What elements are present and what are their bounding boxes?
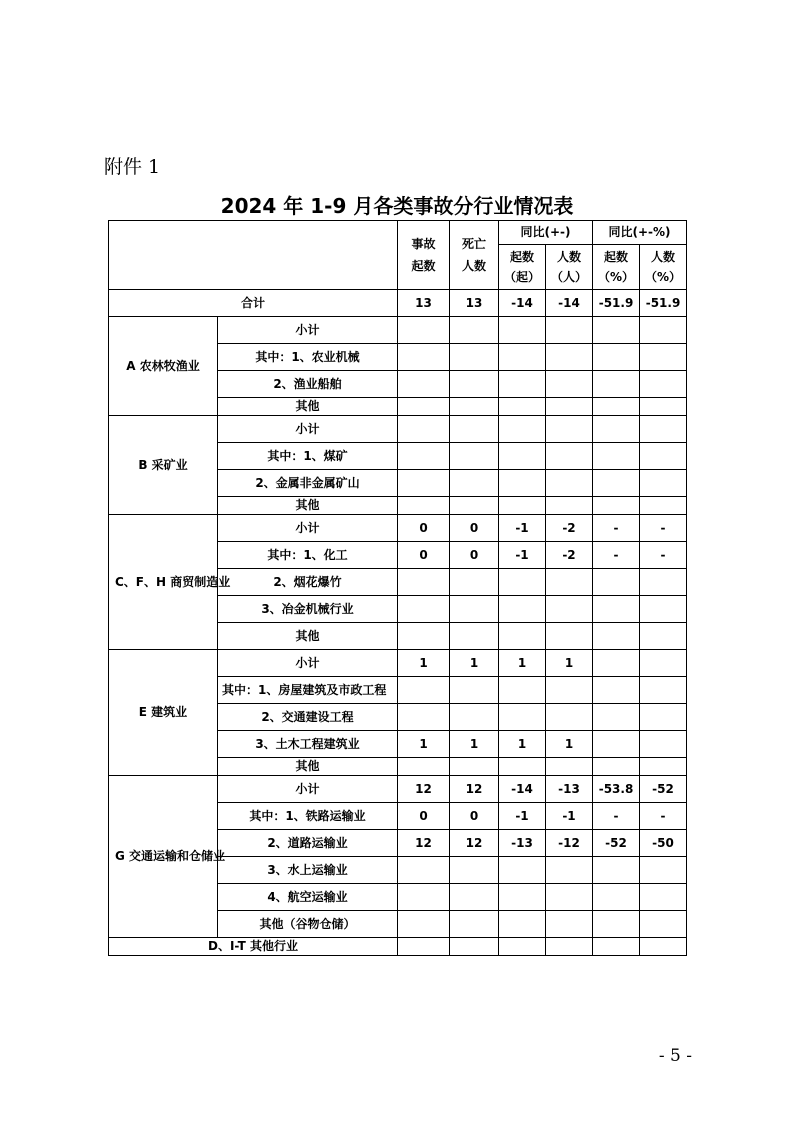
value-cell — [499, 470, 546, 497]
row-label: 2、道路运输业 — [218, 830, 398, 857]
value-cell — [450, 416, 499, 443]
value-cell: 1 — [546, 731, 593, 758]
value-cell: -14 — [546, 290, 593, 317]
value-cell: 13 — [450, 290, 499, 317]
value-cell: - — [640, 542, 687, 569]
value-cell — [499, 497, 546, 515]
value-cell — [593, 371, 640, 398]
category-cell-b: B 采矿业 — [109, 416, 218, 515]
category-cell-cfh: C、F、H 商贸制造业 — [109, 515, 218, 650]
value-cell: -51.9 — [593, 290, 640, 317]
value-cell — [640, 938, 687, 956]
value-cell — [640, 398, 687, 416]
value-cell: 1 — [499, 731, 546, 758]
value-cell: 12 — [450, 830, 499, 857]
value-cell: 0 — [450, 542, 499, 569]
value-cell — [499, 569, 546, 596]
row-label: 其他 — [218, 497, 398, 515]
header-people-pct-col: 人数 （%） — [640, 245, 687, 290]
value-cell — [593, 884, 640, 911]
other-industries-label: D、I-T 其他行业 — [109, 938, 398, 956]
header-yoy-change: 同比(+-) — [499, 221, 593, 245]
value-cell — [593, 623, 640, 650]
row-label: 3、水上运输业 — [218, 857, 398, 884]
value-cell — [398, 416, 450, 443]
value-cell: -52 — [640, 776, 687, 803]
row-label: 2、渔业船舶 — [218, 371, 398, 398]
value-cell — [398, 911, 450, 938]
row-label: 3、土木工程建筑业 — [218, 731, 398, 758]
total-row — [109, 290, 687, 317]
value-cell — [499, 857, 546, 884]
value-cell — [450, 443, 499, 470]
row-label: 2、金属非金属矿山 — [218, 470, 398, 497]
value-cell: 0 — [398, 803, 450, 830]
value-cell: -2 — [546, 515, 593, 542]
value-cell — [593, 704, 640, 731]
value-cell — [499, 938, 546, 956]
value-cell — [593, 497, 640, 515]
value-cell: 1 — [546, 650, 593, 677]
value-cell — [499, 623, 546, 650]
value-cell — [499, 443, 546, 470]
row-label: 小计 — [218, 650, 398, 677]
value-cell: - — [640, 803, 687, 830]
header-row-top — [109, 221, 687, 245]
value-cell — [450, 758, 499, 776]
value-cell: -53.8 — [593, 776, 640, 803]
value-cell: - — [593, 515, 640, 542]
value-cell — [640, 623, 687, 650]
table-row — [109, 776, 687, 803]
row-label: 2、烟花爆竹 — [218, 569, 398, 596]
row-label: 其他 — [218, 758, 398, 776]
value-cell — [398, 758, 450, 776]
value-cell — [546, 677, 593, 704]
row-label: 3、冶金机械行业 — [218, 596, 398, 623]
header-count-pct-col: 起数 （%） — [593, 245, 640, 290]
value-cell — [593, 317, 640, 344]
header-count-col: 起数 （起） — [499, 245, 546, 290]
value-cell — [546, 344, 593, 371]
accident-statistics-table — [108, 220, 687, 956]
value-cell — [398, 569, 450, 596]
value-cell: -2 — [546, 542, 593, 569]
value-cell — [593, 596, 640, 623]
value-cell — [450, 569, 499, 596]
value-cell — [450, 938, 499, 956]
value-cell — [499, 704, 546, 731]
value-cell — [593, 650, 640, 677]
value-cell — [593, 938, 640, 956]
value-cell — [546, 704, 593, 731]
value-cell — [450, 884, 499, 911]
value-cell — [640, 857, 687, 884]
value-cell — [640, 884, 687, 911]
row-label: 其中：1、化工 — [218, 542, 398, 569]
table-row — [109, 515, 687, 542]
value-cell — [640, 758, 687, 776]
category-cell-g: G 交通运输和仓储业 — [109, 776, 218, 938]
row-label: 其中：1、铁路运输业 — [218, 803, 398, 830]
value-cell — [546, 857, 593, 884]
value-cell: -50 — [640, 830, 687, 857]
value-cell — [640, 344, 687, 371]
value-cell: 0 — [398, 515, 450, 542]
value-cell — [593, 398, 640, 416]
value-cell: -12 — [546, 830, 593, 857]
value-cell — [450, 677, 499, 704]
value-cell: -13 — [499, 830, 546, 857]
value-cell: 0 — [450, 803, 499, 830]
value-cell — [499, 317, 546, 344]
value-cell — [499, 911, 546, 938]
value-cell — [499, 344, 546, 371]
value-cell: -13 — [546, 776, 593, 803]
value-cell: -1 — [546, 803, 593, 830]
value-cell — [593, 911, 640, 938]
value-cell: 13 — [398, 290, 450, 317]
value-cell: - — [593, 803, 640, 830]
value-cell — [640, 650, 687, 677]
table-row — [109, 650, 687, 677]
row-label: 其他 — [218, 623, 398, 650]
row-label: 其中：1、房屋建筑及市政工程 — [218, 677, 398, 704]
value-cell: 1 — [398, 731, 450, 758]
header-deaths: 死亡 人数 — [450, 221, 499, 290]
value-cell — [450, 317, 499, 344]
value-cell — [499, 398, 546, 416]
value-cell — [593, 443, 640, 470]
value-cell — [499, 596, 546, 623]
value-cell — [546, 398, 593, 416]
value-cell — [499, 884, 546, 911]
row-label: 小计 — [218, 776, 398, 803]
header-yoy-pct: 同比(+-%) — [593, 221, 687, 245]
value-cell — [398, 704, 450, 731]
value-cell — [593, 731, 640, 758]
value-cell — [593, 470, 640, 497]
value-cell: 1 — [499, 650, 546, 677]
value-cell — [398, 398, 450, 416]
row-label: 小计 — [218, 416, 398, 443]
value-cell — [398, 677, 450, 704]
value-cell — [499, 758, 546, 776]
value-cell — [398, 497, 450, 515]
value-cell: -51.9 — [640, 290, 687, 317]
value-cell — [398, 317, 450, 344]
value-cell: 12 — [398, 830, 450, 857]
value-cell — [593, 857, 640, 884]
value-cell — [640, 596, 687, 623]
total-label: 合计 — [109, 290, 398, 317]
value-cell — [546, 596, 593, 623]
value-cell — [398, 371, 450, 398]
value-cell — [450, 497, 499, 515]
row-label: 其中：1、煤矿 — [218, 443, 398, 470]
value-cell — [640, 497, 687, 515]
value-cell: -14 — [499, 776, 546, 803]
value-cell — [640, 371, 687, 398]
value-cell — [546, 371, 593, 398]
value-cell — [593, 758, 640, 776]
value-cell — [450, 398, 499, 416]
value-cell — [450, 596, 499, 623]
value-cell: 1 — [450, 650, 499, 677]
value-cell: 1 — [450, 731, 499, 758]
value-cell — [640, 470, 687, 497]
value-cell — [546, 443, 593, 470]
page-number: - 5 - — [658, 1046, 692, 1066]
value-cell: 1 — [398, 650, 450, 677]
value-cell — [450, 470, 499, 497]
value-cell — [450, 623, 499, 650]
value-cell — [593, 416, 640, 443]
page-title: 2024 年 1-9 月各类事故分行业情况表 — [220, 194, 574, 218]
value-cell — [398, 857, 450, 884]
value-cell — [499, 677, 546, 704]
value-cell: -14 — [499, 290, 546, 317]
row-label: 其他（谷物仓储） — [218, 911, 398, 938]
row-label: 2、交通建设工程 — [218, 704, 398, 731]
value-cell — [546, 317, 593, 344]
value-cell — [450, 344, 499, 371]
value-cell — [546, 569, 593, 596]
value-cell — [546, 884, 593, 911]
table-row — [109, 416, 687, 443]
value-cell — [450, 911, 499, 938]
value-cell: -52 — [593, 830, 640, 857]
value-cell — [546, 938, 593, 956]
row-label: 小计 — [218, 515, 398, 542]
value-cell: -1 — [499, 542, 546, 569]
value-cell — [450, 704, 499, 731]
value-cell: 0 — [398, 542, 450, 569]
value-cell: 12 — [450, 776, 499, 803]
value-cell — [499, 371, 546, 398]
value-cell — [546, 911, 593, 938]
value-cell: 12 — [398, 776, 450, 803]
value-cell — [398, 596, 450, 623]
header-blank-cell — [109, 221, 398, 290]
header-people-col: 人数 （人） — [546, 245, 593, 290]
value-cell — [499, 416, 546, 443]
value-cell — [640, 911, 687, 938]
row-label: 4、航空运输业 — [218, 884, 398, 911]
value-cell: -1 — [499, 803, 546, 830]
value-cell — [546, 470, 593, 497]
value-cell — [546, 416, 593, 443]
value-cell — [593, 569, 640, 596]
value-cell — [593, 677, 640, 704]
header-accidents: 事故 起数 — [398, 221, 450, 290]
value-cell — [640, 443, 687, 470]
value-cell — [546, 623, 593, 650]
value-cell — [398, 884, 450, 911]
category-cell-e: E 建筑业 — [109, 650, 218, 776]
value-cell — [450, 857, 499, 884]
value-cell — [640, 416, 687, 443]
value-cell — [398, 938, 450, 956]
value-cell — [640, 569, 687, 596]
value-cell: - — [593, 542, 640, 569]
value-cell — [640, 731, 687, 758]
row-label: 小计 — [218, 317, 398, 344]
category-cell-a: A 农林牧渔业 — [109, 317, 218, 416]
value-cell — [398, 443, 450, 470]
value-cell — [640, 704, 687, 731]
value-cell — [546, 497, 593, 515]
value-cell — [640, 317, 687, 344]
value-cell: -1 — [499, 515, 546, 542]
value-cell — [546, 758, 593, 776]
value-cell — [593, 344, 640, 371]
value-cell — [398, 470, 450, 497]
value-cell — [398, 344, 450, 371]
value-cell: 0 — [450, 515, 499, 542]
row-label: 其他 — [218, 398, 398, 416]
value-cell: - — [640, 515, 687, 542]
row-label: 其中：1、农业机械 — [218, 344, 398, 371]
other-industries-row — [109, 938, 687, 956]
attachment-label: 附件 1 — [104, 156, 161, 178]
value-cell — [450, 371, 499, 398]
value-cell — [640, 677, 687, 704]
value-cell — [398, 623, 450, 650]
table-row — [109, 317, 687, 344]
